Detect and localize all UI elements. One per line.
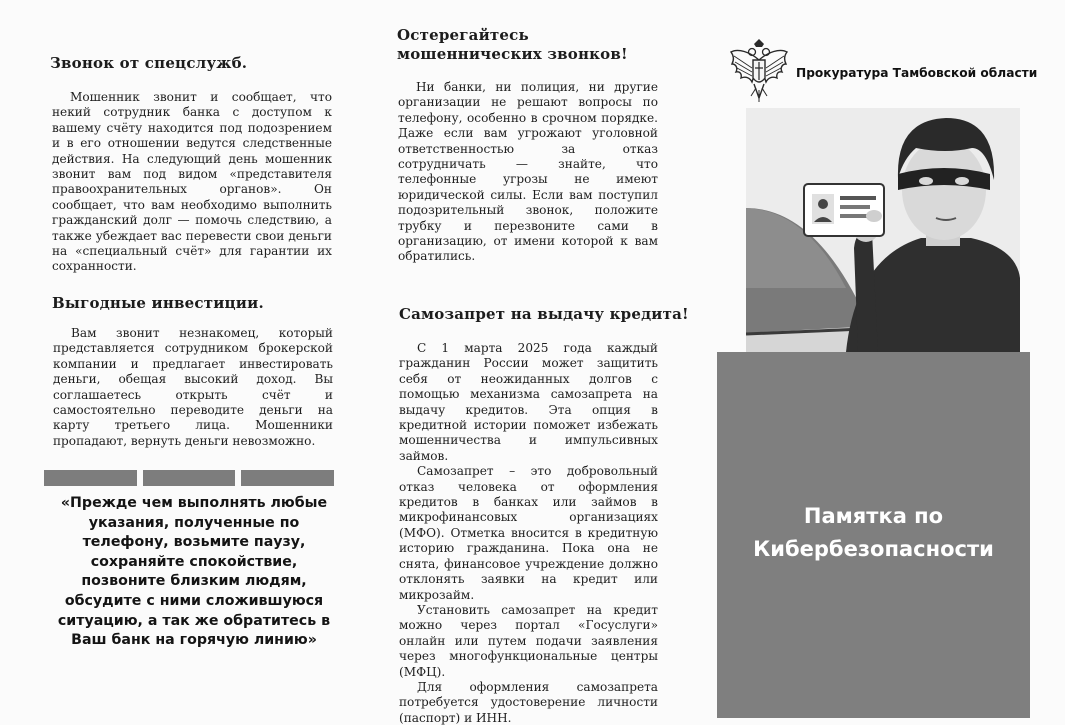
selfban-text-2: Самозапрет – это добровольный отказ человека от оформления кредитов в банках или займов в микрофинансовых организациях (МФО). Отметка вносится в кредитную историю гражданина. Пока она не снята, финансовое учреждение должно отклонять заявки на кредит или микрозайм. (399, 464, 658, 602)
call-paragraph (52, 90, 332, 275)
beware-text: Ни банки, ни полиция, ни другие организации не решают вопросы по телефону, особенно в срочном порядке. Даже если вам угрожают уголовной ответственностью за отказ сотрудничать — знайте, что телефонные угрозы не имеют юридической силы. Если вам поступил подозрительный звонок, положите трубку и перезвоните сами в организацию, от имени которой к вам обратились. (398, 80, 658, 264)
double-headed-eagle-emblem-icon (728, 38, 790, 104)
invest-text: Вам звонит незнакомец, который представляется сотрудником брокерской компании и предлагает инвестировать деньги, обещая высокий доход. Вы соглашаетесь открыть счёт и самостоятельно переводите деньги на карту третьего лица. Мошенники пропадают, вернуть деньги невозможно. (53, 326, 333, 448)
call-text: Мошенник звонит и сообщает, что некий сотрудник банка с доступом к вашему счёту находится под подозрением и в его отношении ведутся следственные действия. На следующий день мошенник звонит вам под видом «представителя правоохранительных органов». Он сообщает, что вам необходимо выполнить гражданский долг — помочь следствию, а также убеждает вас перевести свои деньги на «специальный счёт» для гарантии их сохранности. (52, 90, 332, 274)
title-line-2: Кибербезопасности (753, 537, 994, 561)
advice-quote: «Прежде чем выполнять любые указания, полученные по телефону, возьмите паузу, сохраняйте спокойствие, позвоните близким людям, обсудите с ними сложившуюся ситуацию, а так же обратитесь в Ваш банк на горячую линию» (57, 495, 331, 649)
title-line-1: Памятка по (803, 504, 944, 528)
invest-paragraph (53, 326, 333, 449)
organization-name: Прокуратура Тамбовской области (796, 66, 1038, 80)
selfban-text-4: Для оформления самозапрета потребуется удостоверение личности (паспорт) и ИНН. (399, 679, 658, 725)
selfban-text-3: Установить самозапрет на кредит можно через портал «Госуслуги» онлайн или путем подачи заявления через многофункциональные центры (МФЦ). (399, 602, 658, 679)
beware-paragraph (398, 80, 658, 265)
selfban-text-1: С 1 марта 2025 года каждый гражданин России может защитить себя от неожиданных долгов с помощью механизма самозапрета на выдачу кредитов. Эта опция в кредитной истории поможет избежать мошенничества и импульсивных займов. (399, 341, 658, 463)
selfban-paragraphs (399, 341, 658, 725)
beware-heading: Остерегайтесь мошеннических звонков! (397, 26, 628, 63)
masked-fraudster-with-id-card-illustration (746, 108, 1020, 352)
bar-3 (241, 470, 334, 486)
decorative-bars (44, 470, 334, 486)
invest-heading: Выгодные инвестиции. (52, 294, 264, 312)
bar-2 (143, 470, 236, 486)
bar-1 (44, 470, 137, 486)
brochure-title (717, 500, 1030, 566)
selfban-heading: Самозапрет на выдачу кредита! (399, 305, 689, 323)
call-heading: Звонок от спецслужб. (50, 54, 248, 72)
